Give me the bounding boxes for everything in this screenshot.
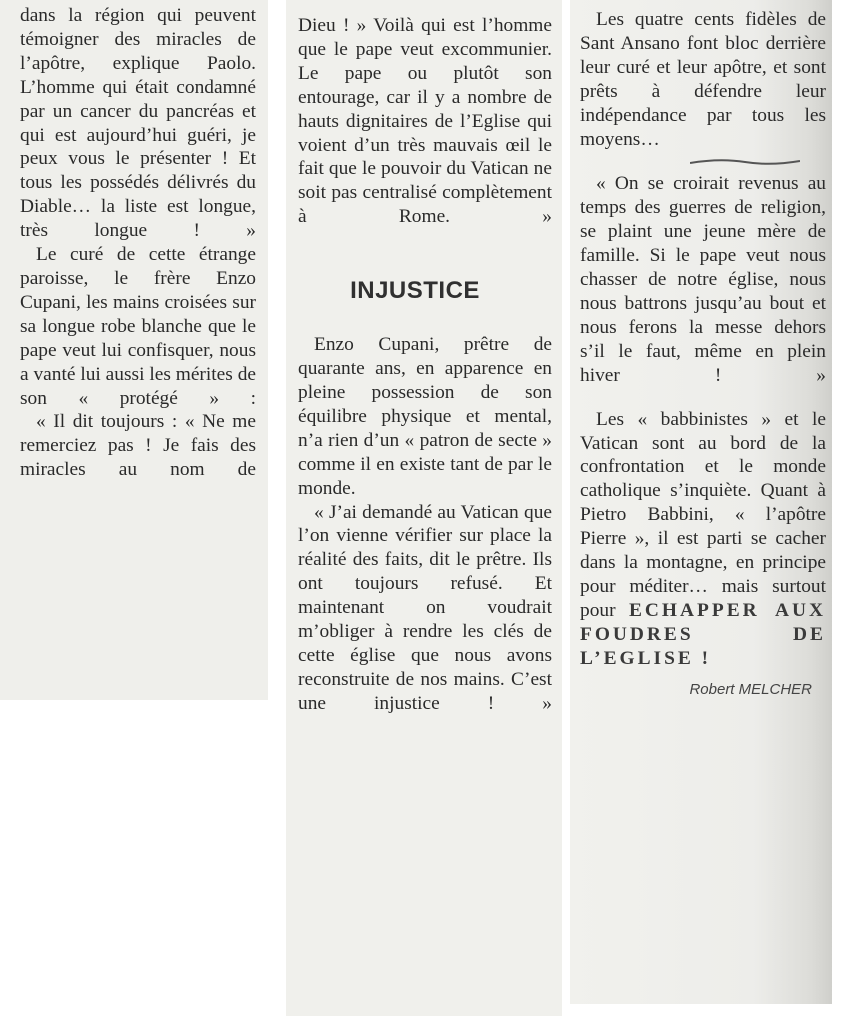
- column-3-paragraph-1: Les quatre cents fidèles de Sant Ansano font bloc derrière leur curé et leur apôtre, et sont prêts à défendre leur indépendance par tous les moyens…: [580, 9, 826, 150]
- column-2-paragraph-1: Dieu ! » Voilà qui est l’homme que le pape veut excommunier. Le pape ou plutôt son entourage, car il y a nombre de hauts dignitaires de l’Eglise qui voient d’un très mauvais œil le fait que le pouvoir du Vatican ne soit pas centralisé complètement à Rome. »: [298, 15, 552, 228]
- column-1-paragraph-2: Le curé de cette étrange paroisse, le frère Enzo Cupani, les mains croisées sur sa longue robe blanche que le pape veut lui confisquer, nous a vanté lui aussi les mérites de son « protégé » :: [20, 244, 256, 409]
- section-heading: INJUSTICE: [350, 277, 480, 305]
- article-column-2: [286, 0, 562, 1016]
- article-column-3: [570, 0, 832, 1004]
- column-2-paragraph-3: « J’ai demandé au Vatican que l’on vienne vérifier sur place la réalité des faits, dit le prêtre. Ils ont toujours refusé. Et maintenant on voudrait m’obliger à rendre les clés de cette église que nous avons reconstruite de nos mains. C’est une injustice ! »: [298, 501, 552, 714]
- column-3-paragraph-3: [580, 408, 826, 671]
- column-3-paragraph-2: « On se croirait revenus au temps des guerres de religion, se plaint une jeune mère de famille. Si le pape veut nous chasser de notre église, nous nous battrons jusqu’au bout et nous ferons la messe dehors s’il le faut, même en plein hiver ! »: [580, 173, 826, 386]
- decorative-rule: [690, 157, 800, 167]
- column-1-paragraph-1: dans la région qui peuvent témoigner des miracles de l’apôtre, explique Paolo. L’homme qui était condamné par un cancer du pancréas et qui est aujourd’hui guéri, je peux vous le présenter ! Et tous les possédés délivrés du Diable… la liste est longue, très longue ! »: [20, 5, 256, 242]
- paragraph-gap: [580, 388, 826, 408]
- column-2-paragraph-2: Enzo Cupani, prêtre de quarante ans, en apparence en pleine possession de son équilibre physique et mental, n’a rien d’un « patron de secte » comme il en existe tant de par le monde.: [298, 334, 552, 499]
- author-signature: Robert MELCHER: [689, 680, 812, 698]
- column-3-paragraph-3-text: Les « babbinistes » et le Vatican sont au bord de la confrontation et le monde catholique s’inquiète. Quant à Pietro Babbini, « l’apôtre Pierre », il est parti se cacher dans la montagne, en principe pour méditer… mais surtout pour: [580, 408, 826, 621]
- column-1-paragraph-3: « Il dit toujours : « Ne me remerciez pas ! Je fais des miracles au nom de: [20, 411, 256, 481]
- article-column-1: [0, 0, 268, 700]
- closing-caps-text: ECHAPPER AUX FOUDRES DE L’EGLISE !: [580, 599, 826, 669]
